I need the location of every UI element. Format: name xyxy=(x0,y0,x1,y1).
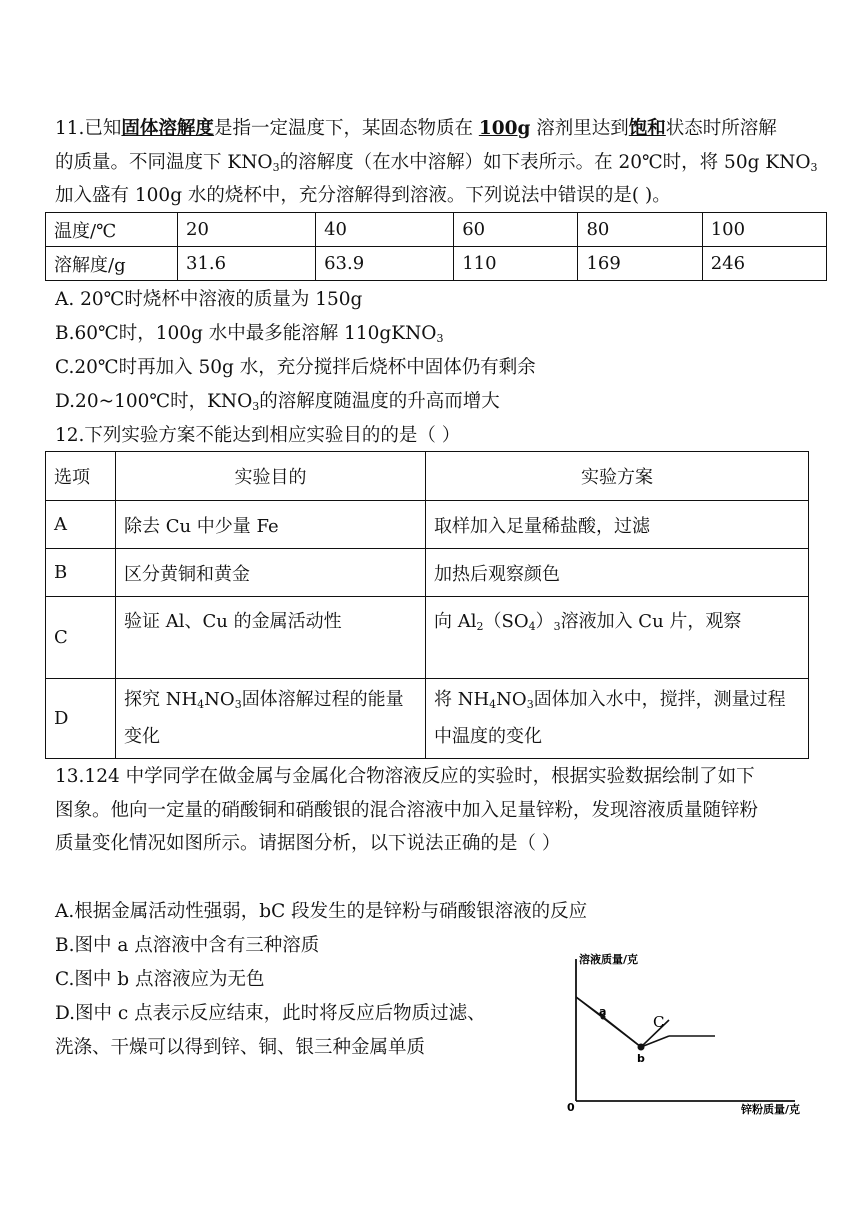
q11-text: 是指一定温度下，某固态物质在 xyxy=(213,118,479,139)
q11-line-3: 加入盛有 100g 水的烧杯中，充分溶解得到溶液。下列说法中错误的是( )。 xyxy=(55,185,671,206)
table-cell xyxy=(426,597,809,679)
table-cell: C xyxy=(46,597,116,679)
q11-line-1 xyxy=(55,114,777,144)
subscript: 3 xyxy=(436,332,444,345)
q13-option-b: B.图中 a 点溶液中含有三种溶质 xyxy=(55,935,320,956)
q11-text: 的质量。不同温度下 KNO xyxy=(55,152,273,173)
table-row xyxy=(46,549,809,597)
table-cell: B xyxy=(46,549,116,597)
subscript: 3 xyxy=(526,698,534,711)
table-cell: 63.9 xyxy=(316,247,454,281)
table-row xyxy=(46,213,827,247)
q13-line-3: 质量变化情况如图所示。请据图分析，以下说法正确的是（ ） xyxy=(55,833,561,854)
subscript: 3 xyxy=(252,400,260,413)
subscript: 3 xyxy=(272,161,280,174)
q12-stem: 12.下列实验方案不能达到相应实验目的的是（ ） xyxy=(55,425,461,446)
option-text: D.20~100℃时，KNO xyxy=(55,391,253,412)
subscript: 3 xyxy=(810,161,818,174)
table-cell: 溶解度/g xyxy=(46,247,178,281)
cell-text: 变化 xyxy=(124,726,160,747)
q11-text: 状态时所溶解 xyxy=(665,118,777,139)
q13-line-2: 图象。他向一定量的硝酸铜和硝酸银的混合溶液中加入足量锌粉，发现溶液质量随锌粉 xyxy=(55,800,759,821)
table-cell xyxy=(426,679,809,759)
table-cell: 除去 Cu 中少量 Fe xyxy=(116,501,426,549)
cell-text: 验证 Al、Cu 的金属活动性 xyxy=(124,611,342,632)
table-row xyxy=(46,597,809,679)
experiment-table xyxy=(45,451,809,759)
point-c-label: C xyxy=(653,1013,665,1031)
subscript: 2 xyxy=(476,620,484,633)
cell-text: 固体溶解过程的能量 xyxy=(241,689,404,710)
solubility-table xyxy=(45,212,827,281)
q11-line-2 xyxy=(55,148,818,183)
table-cell: A xyxy=(46,501,116,549)
cell-text: NO xyxy=(496,689,527,710)
table-cell: 加热后观察颜色 xyxy=(426,549,809,597)
q11-option-c: C.20℃时再加入 50g 水，充分搅拌后烧杯中固体仍有剩余 xyxy=(55,357,536,378)
subscript: 3 xyxy=(234,698,242,711)
q11-number: 11.已知 xyxy=(55,118,122,139)
table-cell xyxy=(116,597,426,679)
table-cell: 温度/℃ xyxy=(46,213,178,247)
q11-text: 的溶解度（在水中溶解）如下表所示。在 20℃时，将 50g KNO xyxy=(279,152,811,173)
header-goal: 实验目的 xyxy=(116,452,426,501)
table-row xyxy=(46,679,809,759)
cell-text: （SO xyxy=(483,611,529,632)
table-row xyxy=(46,247,827,281)
cell-text: ） xyxy=(535,611,554,632)
table-cell xyxy=(116,679,426,759)
table-cell: 246 xyxy=(702,247,826,281)
table-cell: 100 xyxy=(702,213,826,247)
cell-text: NO xyxy=(204,689,235,710)
q11-term-saturated: 饱和 xyxy=(628,118,666,139)
table-cell: 区分黄铜和黄金 xyxy=(116,549,426,597)
option-text: 的溶解度随温度的升高而增大 xyxy=(259,391,500,412)
header-plan: 实验方案 xyxy=(426,452,809,501)
cell-text: 探究 NH xyxy=(124,689,198,710)
q11-option-d xyxy=(55,387,500,422)
q13-option-a: A.根据金属活动性强弱，bC 段发生的是锌粉与硝酸银溶液的反应 xyxy=(55,901,588,922)
table-cell: 40 xyxy=(316,213,454,247)
subscript: 4 xyxy=(197,698,205,711)
q11-term-solubility: 固体溶解度 xyxy=(121,118,214,139)
subscript: 4 xyxy=(489,698,497,711)
cell-text: 将 NH xyxy=(434,689,490,710)
q13-option-d-line-1: D.图中 c 点表示反应结束，此时将反应后物质过滤、 xyxy=(55,1003,486,1024)
y-axis-label: 溶液质量/克 xyxy=(579,953,639,966)
cell-text: 固体加入水中，搅拌，测量过程 xyxy=(533,689,786,710)
table-cell: 20 xyxy=(178,213,316,247)
table-header-row xyxy=(46,452,809,501)
q11-option-a: A. 20℃时烧杯中溶液的质量为 150g xyxy=(55,289,363,310)
cell-text: 中温度的变化 xyxy=(434,726,542,747)
table-cell: 60 xyxy=(454,213,578,247)
origin-label: 0 xyxy=(567,1101,575,1114)
q13-line-1: 13.124 中学同学在做金属与金属化合物溶液反应的实验时，根据实验数据绘制了如下 xyxy=(55,766,755,787)
q11-text: 溶剂里达到 xyxy=(530,118,629,139)
x-axis-label: 锌粉质量/克 xyxy=(741,1103,801,1116)
curve-series xyxy=(576,997,641,1047)
q13-option-d-line-2: 洗涤、干燥可以得到锌、铜、银三种金属单质 xyxy=(55,1037,426,1058)
point-b-label: b xyxy=(637,1052,645,1065)
table-cell: 169 xyxy=(578,247,702,281)
cell-text: 向 Al xyxy=(434,611,477,632)
subscript: 4 xyxy=(528,620,536,633)
table-cell: D xyxy=(46,679,116,759)
table-row xyxy=(46,501,809,549)
q11-term-100g: 100g xyxy=(478,118,531,139)
subscript: 3 xyxy=(553,620,561,633)
table-cell: 110 xyxy=(454,247,578,281)
header-option: 选项 xyxy=(46,452,116,501)
table-cell: 31.6 xyxy=(178,247,316,281)
solution-mass-chart xyxy=(545,945,815,1120)
table-cell: 取样加入足量稀盐酸，过滤 xyxy=(426,501,809,549)
q13-option-c: C.图中 b 点溶液应为无色 xyxy=(55,969,265,990)
point-a-label: a xyxy=(599,1005,607,1018)
line-segment-b-c xyxy=(641,1036,669,1047)
option-text: B.60℃时，100g 水中最多能溶解 110gKNO xyxy=(55,323,437,344)
table-cell: 80 xyxy=(578,213,702,247)
point-b xyxy=(638,1044,645,1051)
cell-text: 溶液加入 Cu 片，观察 xyxy=(560,611,742,632)
q11-option-b xyxy=(55,319,443,354)
